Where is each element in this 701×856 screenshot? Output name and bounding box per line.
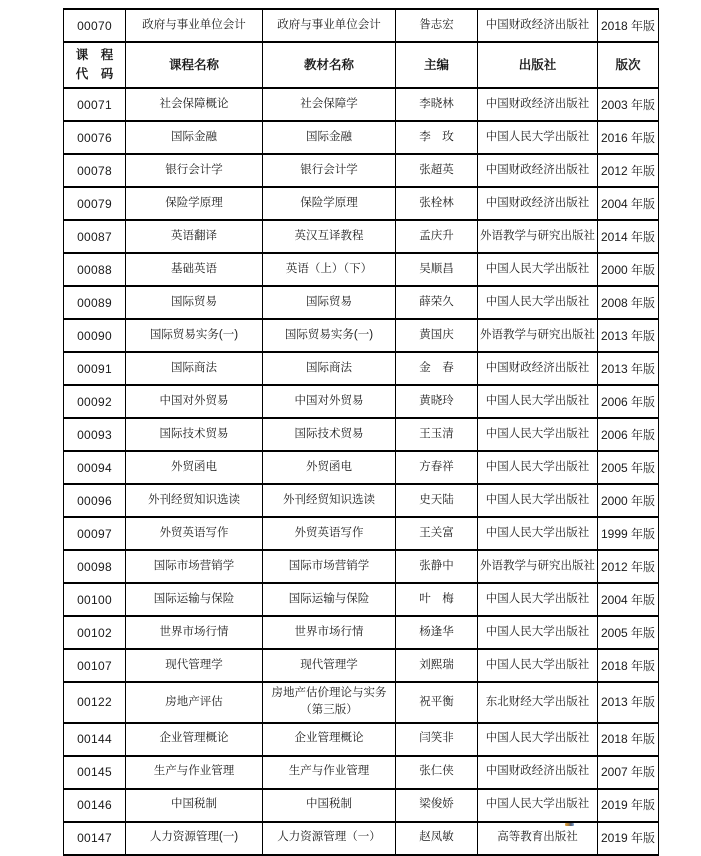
cell-editor: 王关富 (396, 517, 478, 550)
cell-textbook: 英汉互译教程 (263, 220, 396, 253)
cell-code: 00094 (64, 451, 126, 484)
cell-course: 银行会计学 (126, 154, 263, 187)
cell-editor: 祝平衡 (396, 682, 478, 723)
cell-publisher: 中国人民大学出版社 (478, 451, 598, 484)
cell-publisher: 外语教学与研究出版社 (478, 550, 598, 583)
cell-edition: 2008 年版 (598, 286, 659, 319)
cell-edition: 2006 年版 (598, 418, 659, 451)
cell-textbook: 企业管理概论 (263, 723, 396, 756)
cell-publisher: 高等教育出版社 (478, 822, 598, 855)
cell-course: 国际技术贸易 (126, 418, 263, 451)
cell-publisher: 中国财政经济出版社 (478, 352, 598, 385)
cell-editor: 张仁侠 (396, 756, 478, 789)
cell-textbook: 保险学原理 (263, 187, 396, 220)
cell-textbook: 英语（上）（下） (263, 253, 396, 286)
cell-course: 国际商法 (126, 352, 263, 385)
cell-course: 国际贸易 (126, 286, 263, 319)
cell-code: 00091 (64, 352, 126, 385)
cell-course: 社会保障概论 (126, 88, 263, 121)
cell-textbook: 外刊经贸知识选读 (263, 484, 396, 517)
cell-editor: 刘熙瑞 (396, 649, 478, 682)
cell-publisher: 中国人民大学出版社 (478, 121, 598, 154)
cell-editor: 梁俊娇 (396, 789, 478, 822)
cell-textbook: 国际金融 (263, 121, 396, 154)
cell-code: 00079 (64, 187, 126, 220)
header-cell-publisher: 出版社 (478, 42, 598, 88)
cell-edition: 1999 年版 (598, 517, 659, 550)
header-code-line2: 代 码 (75, 67, 114, 81)
cell-edition: 2004 年版 (598, 583, 659, 616)
cell-editor: 叶 梅 (396, 583, 478, 616)
cell-publisher: 中国人民大学出版社 (478, 583, 598, 616)
cell-editor: 杨逢华 (396, 616, 478, 649)
cell-course: 外贸函电 (126, 451, 263, 484)
cell-edition: 2018 年版 (598, 723, 659, 756)
cell-editor: 赵凤敏 (396, 822, 478, 855)
cell-edition: 2018 年版 (598, 9, 659, 42)
cell-publisher: 外语教学与研究出版社 (478, 220, 598, 253)
cell-code: 00098 (64, 550, 126, 583)
table-row (64, 88, 659, 121)
cell-edition: 2018 年版 (598, 649, 659, 682)
cell-publisher: 中国财政经济出版社 (478, 756, 598, 789)
header-row (64, 42, 659, 88)
cell-edition: 2013 年版 (598, 682, 659, 723)
table-row (64, 682, 659, 723)
cell-editor: 张静中 (396, 550, 478, 583)
table-row (64, 187, 659, 220)
cell-course: 保险学原理 (126, 187, 263, 220)
cell-editor: 张超英 (396, 154, 478, 187)
cell-course: 外刊经贸知识选读 (126, 484, 263, 517)
table-row (64, 451, 659, 484)
cell-textbook: 外贸英语写作 (263, 517, 396, 550)
cell-editor: 李 玫 (396, 121, 478, 154)
cell-publisher: 中国人民大学出版社 (478, 484, 598, 517)
cell-edition: 2013 年版 (598, 319, 659, 352)
table-row (64, 550, 659, 583)
cell-edition: 2006 年版 (598, 385, 659, 418)
cell-course: 国际运输与保险 (126, 583, 263, 616)
table-row (64, 649, 659, 682)
cell-textbook: 世界市场行情 (263, 616, 396, 649)
cell-editor: 李晓林 (396, 88, 478, 121)
cell-code: 00100 (64, 583, 126, 616)
cell-code: 00087 (64, 220, 126, 253)
cell-course: 基础英语 (126, 253, 263, 286)
cell-editor: 方春祥 (396, 451, 478, 484)
cell-publisher: 中国人民大学出版社 (478, 723, 598, 756)
cell-editor: 张栓林 (396, 187, 478, 220)
table-row (64, 121, 659, 154)
page-artifact-speck (565, 823, 574, 826)
cell-textbook: 国际商法 (263, 352, 396, 385)
table-row (64, 154, 659, 187)
cell-edition: 2012 年版 (598, 154, 659, 187)
cell-publisher: 中国人民大学出版社 (478, 789, 598, 822)
cell-editor: 黄国庆 (396, 319, 478, 352)
cell-publisher: 中国人民大学出版社 (478, 649, 598, 682)
cell-textbook: 中国对外贸易 (263, 385, 396, 418)
cell-code: 00146 (64, 789, 126, 822)
header-code-line1: 课 程 (75, 47, 114, 62)
cell-edition: 2000 年版 (598, 484, 659, 517)
table-row (64, 385, 659, 418)
table-row (64, 756, 659, 789)
table-row (64, 822, 659, 855)
cell-textbook: 现代管理学 (263, 649, 396, 682)
cell-code: 00090 (64, 319, 126, 352)
cell-course: 中国税制 (126, 789, 263, 822)
table-row (64, 286, 659, 319)
cell-textbook: 国际运输与保险 (263, 583, 396, 616)
table-row (64, 723, 659, 756)
cell-textbook: 银行会计学 (263, 154, 396, 187)
cell-editor: 王玉清 (396, 418, 478, 451)
cell-textbook: 外贸函电 (263, 451, 396, 484)
table-row (64, 583, 659, 616)
cell-code: 00076 (64, 121, 126, 154)
cell-textbook: 社会保障学 (263, 88, 396, 121)
cell-editor: 吴顺昌 (396, 253, 478, 286)
cell-code: 00078 (64, 154, 126, 187)
cell-editor: 史天陆 (396, 484, 478, 517)
cell-edition: 2005 年版 (598, 616, 659, 649)
cell-edition: 2004 年版 (598, 187, 659, 220)
cell-course: 英语翻译 (126, 220, 263, 253)
cell-course: 生产与作业管理 (126, 756, 263, 789)
course-textbook-table (63, 8, 659, 856)
table-row (64, 9, 659, 42)
cell-publisher: 中国人民大学出版社 (478, 253, 598, 286)
cell-publisher: 中国人民大学出版社 (478, 418, 598, 451)
cell-publisher: 东北财经大学出版社 (478, 682, 598, 723)
cell-edition: 2019 年版 (598, 822, 659, 855)
cell-editor: 孟庆升 (396, 220, 478, 253)
cell-textbook: 人力资源管理（一） (263, 822, 396, 855)
cell-course: 国际贸易实务(一) (126, 319, 263, 352)
cell-publisher: 中国人民大学出版社 (478, 517, 598, 550)
cell-course: 人力资源管理(一) (126, 822, 263, 855)
cell-editor: 昝志宏 (396, 9, 478, 42)
cell-textbook: 国际贸易实务(一) (263, 319, 396, 352)
cell-course: 世界市场行情 (126, 616, 263, 649)
cell-publisher: 中国人民大学出版社 (478, 385, 598, 418)
cell-course: 国际金融 (126, 121, 263, 154)
cell-code: 00147 (64, 822, 126, 855)
cell-code: 00122 (64, 682, 126, 723)
cell-editor: 金 春 (396, 352, 478, 385)
table-row (64, 789, 659, 822)
cell-code: 00097 (64, 517, 126, 550)
cell-edition: 2000 年版 (598, 253, 659, 286)
cell-publisher: 中国人民大学出版社 (478, 616, 598, 649)
cell-edition: 2003 年版 (598, 88, 659, 121)
cell-publisher: 中国财政经济出版社 (478, 88, 598, 121)
cell-code: 00092 (64, 385, 126, 418)
cell-edition: 2013 年版 (598, 352, 659, 385)
cell-textbook: 国际技术贸易 (263, 418, 396, 451)
cell-code: 00145 (64, 756, 126, 789)
table-row (64, 352, 659, 385)
cell-course: 国际市场营销学 (126, 550, 263, 583)
cell-publisher: 中国财政经济出版社 (478, 187, 598, 220)
cell-code: 00102 (64, 616, 126, 649)
table-row (64, 616, 659, 649)
cell-publisher: 中国人民大学出版社 (478, 286, 598, 319)
header-cell-textbook: 教材名称 (263, 42, 396, 88)
cell-code: 00071 (64, 88, 126, 121)
cell-course: 现代管理学 (126, 649, 263, 682)
cell-textbook: 政府与事业单位会计 (263, 9, 396, 42)
cell-code: 00089 (64, 286, 126, 319)
cell-publisher: 外语教学与研究出版社 (478, 319, 598, 352)
cell-textbook: 生产与作业管理 (263, 756, 396, 789)
cell-edition: 2007 年版 (598, 756, 659, 789)
cell-code: 00093 (64, 418, 126, 451)
cell-course: 政府与事业单位会计 (126, 9, 263, 42)
cell-course: 中国对外贸易 (126, 385, 263, 418)
table-row (64, 253, 659, 286)
table-row (64, 319, 659, 352)
cell-edition: 2019 年版 (598, 789, 659, 822)
table-row (64, 517, 659, 550)
cell-code: 00144 (64, 723, 126, 756)
cell-editor: 闫笑非 (396, 723, 478, 756)
table-body (64, 9, 659, 855)
cell-textbook: 房地产估价理论与实务（第三版） (263, 682, 396, 723)
cell-course: 企业管理概论 (126, 723, 263, 756)
cell-textbook: 国际贸易 (263, 286, 396, 319)
cell-course: 房地产评估 (126, 682, 263, 723)
cell-edition: 2016 年版 (598, 121, 659, 154)
cell-course: 外贸英语写作 (126, 517, 263, 550)
header-cell-course: 课程名称 (126, 42, 263, 88)
header-cell-editor: 主编 (396, 42, 478, 88)
cell-textbook: 中国税制 (263, 789, 396, 822)
cell-code: 00107 (64, 649, 126, 682)
cell-publisher: 中国财政经济出版社 (478, 9, 598, 42)
cell-code: 00070 (64, 9, 126, 42)
table-row (64, 484, 659, 517)
table-row (64, 220, 659, 253)
cell-editor: 薛荣久 (396, 286, 478, 319)
cell-editor: 黄晓玲 (396, 385, 478, 418)
table-row (64, 418, 659, 451)
cell-edition: 2012 年版 (598, 550, 659, 583)
cell-textbook: 国际市场营销学 (263, 550, 396, 583)
cell-code: 00088 (64, 253, 126, 286)
header-cell-edition: 版次 (598, 42, 659, 88)
cell-edition: 2005 年版 (598, 451, 659, 484)
cell-publisher: 中国财政经济出版社 (478, 154, 598, 187)
header-cell-code (64, 42, 126, 88)
cell-edition: 2014 年版 (598, 220, 659, 253)
cell-code: 00096 (64, 484, 126, 517)
